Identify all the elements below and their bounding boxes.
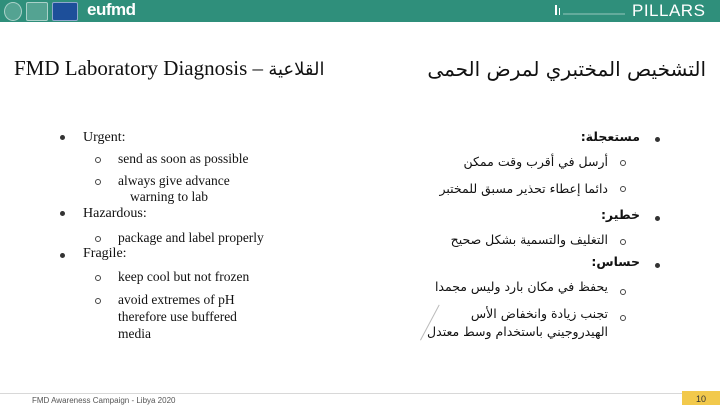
page-number: 10: [682, 391, 720, 405]
sub-bullet: [620, 239, 626, 245]
ar-hazard-label: خطير:: [600, 207, 640, 222]
item-fragile-label: Fragile:: [83, 246, 127, 261]
urgent-sub-2-cont: warning to lab: [130, 189, 208, 204]
title-en-text: FMD Laboratory Diagnosis –: [14, 56, 264, 80]
bullet-dot: [655, 216, 660, 221]
fragile-sub-1: keep cool but not frozen: [118, 269, 250, 284]
ar-hazard-1: التغليف والتسمية بشكل صحيح: [450, 232, 608, 247]
sub-bullet: [95, 275, 101, 281]
sub-bullet: [620, 315, 626, 321]
fragile-sub-2: avoid extremes of pH: [118, 292, 235, 307]
item-urgent-label: Urgent:: [83, 130, 126, 145]
ar-urgent-2: دائما إعطاء تحذير مسبق للمختبر: [439, 181, 608, 196]
bullet-dot: [655, 263, 660, 268]
eufmd-logo: eufmd: [87, 0, 136, 19]
hazardous-sub-1: package and label properly: [118, 230, 264, 245]
fragile-sub-2-cont: therefore use buffered: [118, 309, 237, 324]
pillars-columns-icon: [555, 2, 625, 16]
slide-title-en: [14, 56, 324, 81]
partner-logo: [26, 2, 48, 21]
slide-title-ar: التشخيص المختبري لمرض الحمى: [427, 57, 706, 81]
eu-flag-logo: [52, 2, 78, 21]
item-hazardous-label: Hazardous:: [83, 206, 147, 221]
fragile-sub-2-cont2: media: [118, 326, 151, 341]
bullet-dot: [655, 137, 660, 142]
fao-logo: [4, 2, 22, 21]
bullet-dot: [60, 211, 65, 216]
ar-urgent-label: مستعجلة:: [580, 129, 640, 144]
sub-bullet: [620, 289, 626, 295]
bullet-dot: [60, 253, 65, 258]
title-ar-inline: القلاعية: [268, 59, 325, 80]
pillars-logo: PILLARS: [632, 1, 706, 20]
sub-bullet: [620, 160, 626, 166]
sub-bullet: [95, 298, 101, 304]
ar-fragile-2: تجنب زيادة وانخفاض الأس: [470, 306, 608, 321]
urgent-sub-2: always give advance: [118, 173, 230, 188]
sub-bullet: [620, 186, 626, 192]
sub-bullet: [95, 179, 101, 185]
ar-urgent-1: أرسل في أقرب وقت ممكن: [463, 154, 608, 169]
footer-line: [0, 393, 720, 394]
header-bar: [0, 0, 720, 22]
ar-fragile-label: حساس:: [591, 254, 640, 269]
sub-bullet: [95, 157, 101, 163]
urgent-sub-1: send as soon as possible: [118, 151, 249, 166]
ar-fragile-3: الهيدروجيني باستخدام وسط معتدل: [427, 324, 608, 339]
ar-fragile-1: يحفظ في مكان بارد وليس مجمدا: [434, 279, 608, 294]
sub-bullet: [95, 236, 101, 242]
bullet-dot: [60, 135, 65, 140]
footer-campaign: FMD Awareness Campaign - Libya 2020: [32, 396, 176, 405]
